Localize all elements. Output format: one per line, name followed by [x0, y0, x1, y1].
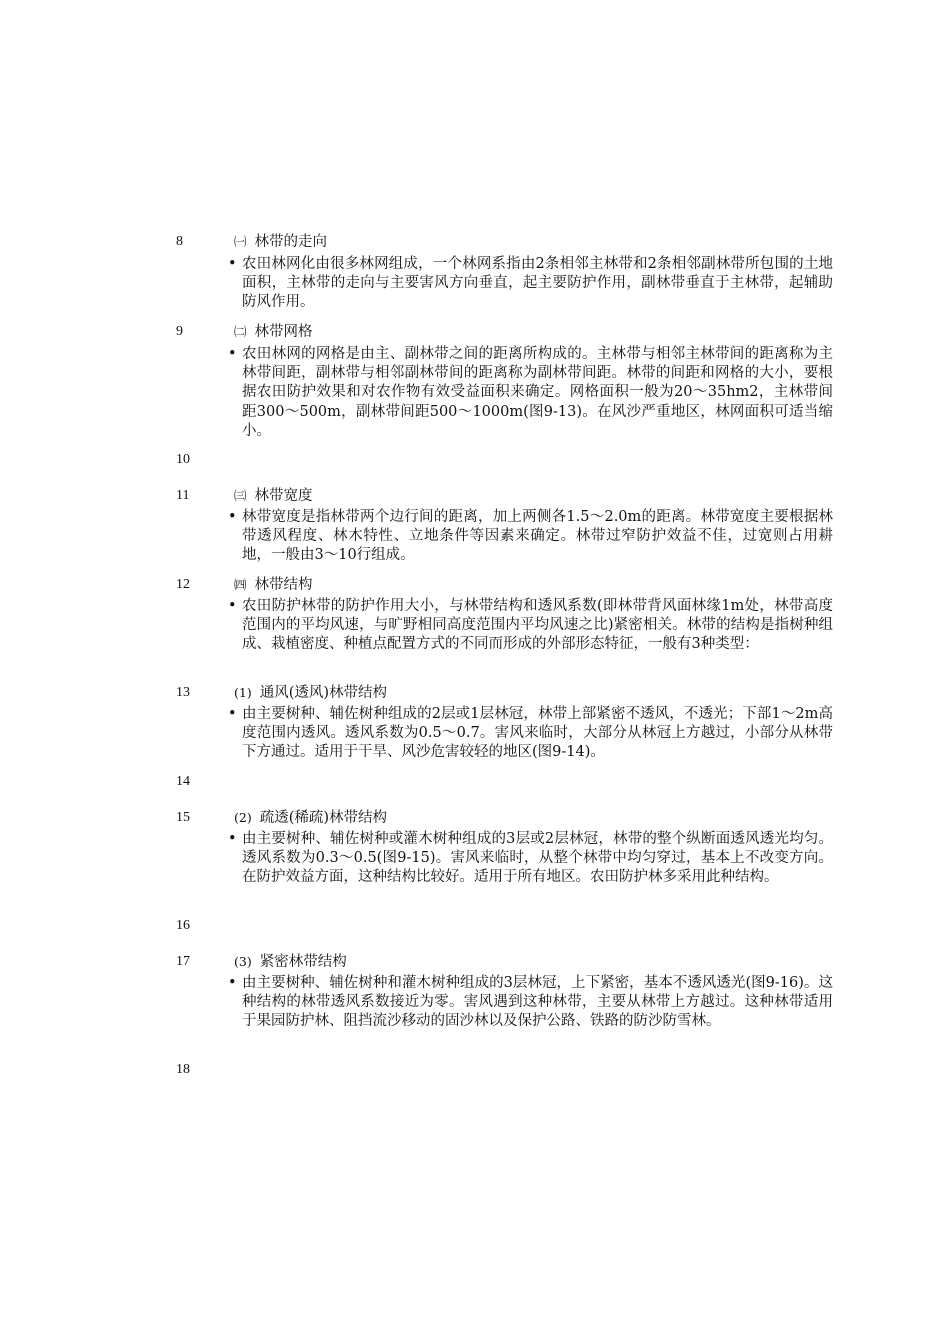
- section-heading: [234, 684, 387, 702]
- paragraph-text: 农田林网的网格是由主、副林带之间的距离所构成的。主林带与相邻主林带间的距离称为主林带间距，副林带与相邻副林带间的距离称为副林带间距。林带的间距和网格的大小，要根据农田防护效果和对农作物有效受益面积来确定。网格面积一般为20～35hm2，主林带间距300～500m，副林带间距500～1000m(图9-13)。在风沙严重地区，林网面积可适当缩小。: [242, 346, 833, 439]
- section-heading: [234, 809, 387, 827]
- paragraph-text: 农田林网化由很多林网组成，一个林网系指由2条相邻主林带和2条相邻副林带所包围的土地面积，主林带的走向与主要害风方向垂直，起主要防护作用，副林带垂直于主林带，起辅助防风作用。: [242, 256, 833, 311]
- bullet-icon: •: [228, 706, 237, 722]
- slide-number: 10: [176, 452, 190, 467]
- slide-number: 18: [176, 1062, 190, 1077]
- heading-mark: (1): [234, 685, 252, 700]
- paragraph-text: 由主要树种、辅佐树种或灌木树种组成的3层或2层林冠，林带的整个纵断面透风透光均匀。透风系数为0.3～0.5(图9-15)。害风来临时，从整个林带中均匀穿过，基本上不改变方向。在防护效益方面，这种结构比较好。适用于所有地区。农田防护林多采用此种结构。: [242, 831, 833, 886]
- heading-mark: (2): [234, 810, 252, 825]
- bullet-paragraph: [228, 508, 833, 566]
- slide-number: 9: [176, 324, 183, 339]
- bullet-paragraph: [228, 255, 833, 313]
- bullet-icon: •: [228, 598, 237, 614]
- slide-number: 16: [176, 918, 190, 933]
- paragraph-text: 由主要树种、辅佐树种和灌木树种组成的3层林冠，上下紧密，基本不透风透光(图9-16)。这种结构的林带透风系数接近为零。害风遇到这种林带，主要从林带上方越过。这种林带适用于果园防护林、阻挡流沙移动的固沙林以及保护公路、铁路的防沙防雪林。: [242, 975, 833, 1030]
- section-heading: [234, 323, 313, 341]
- heading-title: 通风(透风)林带结构: [259, 685, 388, 701]
- heading-mark: ㈢: [234, 488, 247, 503]
- paragraph-text: 林带宽度是指林带两个边行间的距离，加上两侧各1.5～2.0m的距离。林带宽度主要根据林带透风程度、林木特性、立地条件等因素来确定。林带过窄防护效益不佳，过宽则占用耕地，一般由3～10行组成。: [242, 509, 833, 564]
- heading-title: 林带结构: [254, 577, 313, 593]
- heading-title: 林带网格: [254, 324, 313, 340]
- bullet-paragraph: [228, 830, 833, 888]
- section-heading: [234, 487, 313, 505]
- bullet-icon: •: [228, 256, 237, 272]
- slide-number: 8: [176, 234, 183, 249]
- heading-title: 紧密林带结构: [259, 954, 347, 970]
- paragraph-text: 农田防护林带的防护作用大小，与林带结构和透风系数(即林带背风面林缘1m处，林带高度范围内的平均风速，与旷野相同高度范围内平均风速之比)紧密相关。林带的结构是指树种组成、栽植密度、种植点配置方式的不同而形成的外部形态特征，一般有3种类型：: [242, 598, 833, 653]
- bullet-paragraph: [228, 974, 833, 1032]
- heading-mark: ㈣: [234, 577, 247, 592]
- heading-mark: ㈠: [234, 234, 247, 249]
- section-heading: [234, 576, 313, 594]
- slide-number: 13: [176, 685, 190, 700]
- bullet-paragraph: [228, 705, 833, 763]
- heading-title: 疏透(稀疏)林带结构: [259, 810, 388, 826]
- slide-number: 14: [176, 774, 190, 789]
- heading-mark: (3): [234, 954, 252, 969]
- bullet-paragraph: [228, 597, 833, 655]
- slide-number: 15: [176, 810, 190, 825]
- paragraph-text: 由主要树种、辅佐树种组成的2层或1层林冠，林带上部紧密不透风，不透光；下部1～2m高度范围内透风。透风系数为0.5～0.7。害风来临时，大部分从林冠上方越过，小部分从林带下方通过。适用于干旱、风沙危害较轻的地区(图9-14)。: [242, 706, 833, 761]
- slide-number: 17: [176, 954, 190, 969]
- bullet-icon: •: [228, 975, 237, 991]
- section-heading: [234, 233, 327, 251]
- heading-mark: ㈡: [234, 324, 247, 339]
- bullet-icon: •: [228, 831, 237, 847]
- bullet-icon: •: [228, 509, 237, 525]
- bullet-icon: •: [228, 346, 237, 362]
- heading-title: 林带宽度: [254, 488, 313, 504]
- heading-title: 林带的走向: [254, 234, 328, 250]
- section-heading: [234, 953, 347, 971]
- slide-number: 11: [176, 488, 190, 503]
- bullet-paragraph: [228, 345, 833, 441]
- slide-number: 12: [176, 577, 190, 592]
